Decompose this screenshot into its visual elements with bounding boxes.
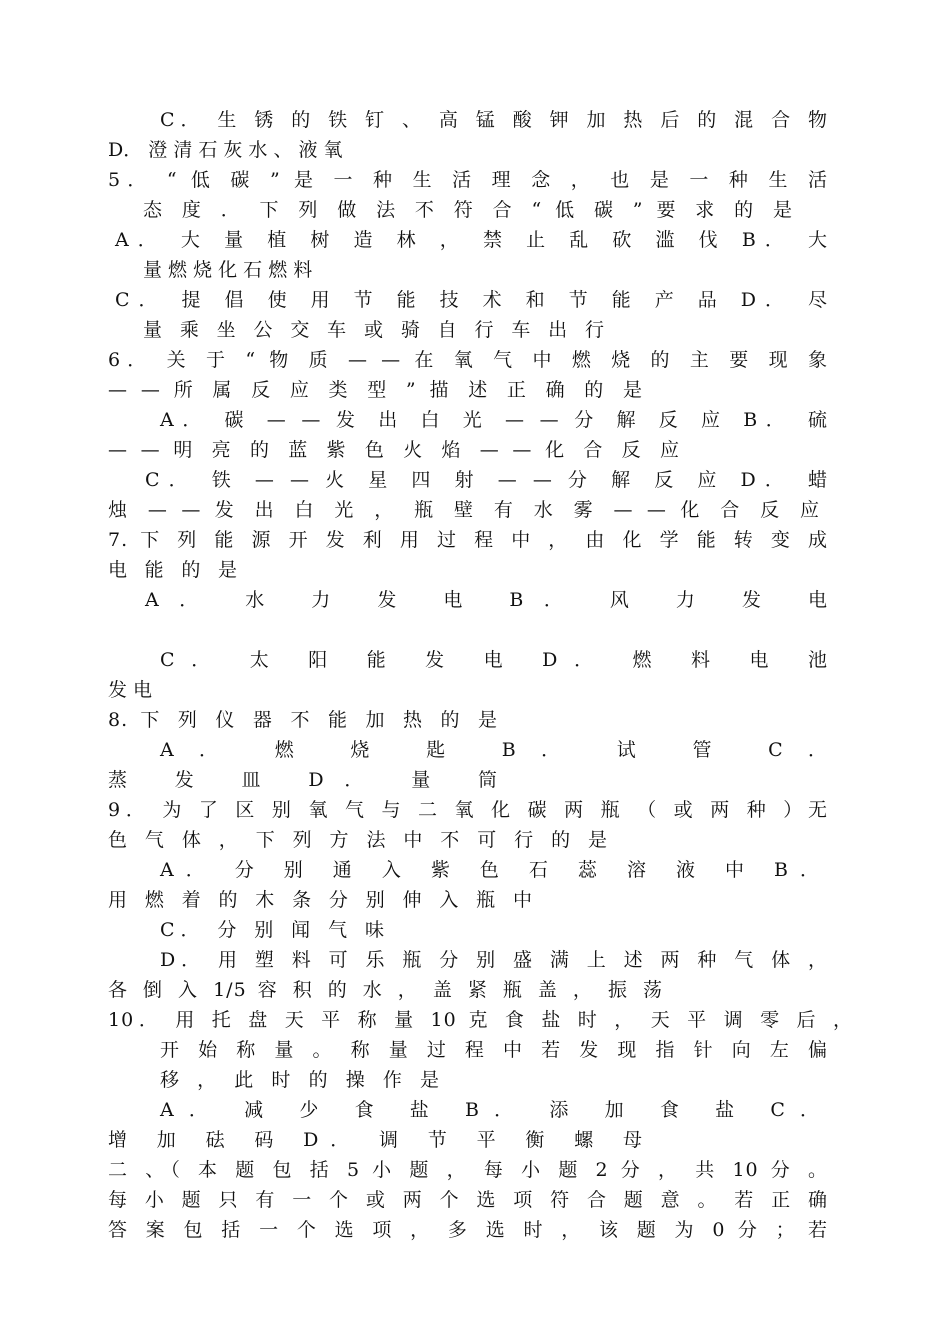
text-line: 开 始 称 量 。 称 量 过 程 中 若 发 现 指 针 向 左 偏 (160, 1039, 828, 1061)
text-line: A． 碳 — — 发 出 白 光 — — 分 解 反 应 B． 硫 (160, 409, 828, 431)
text-line: 9． 为 了 区 别 氧 气 与 二 氧 化 碳 两 瓶 （ 或 两 种 ）无 (108, 799, 828, 821)
text-line: A． 水 力 发 电 B． 风 力 发 电 (145, 589, 828, 611)
text-line: C． 铁 — — 火 星 四 射 — — 分 解 反 应 D． 蜡 (145, 469, 828, 491)
text-line: 电 能 的 是 (108, 559, 238, 581)
text-line: 5． “ 低 碳 ” 是 一 种 生 活 理 念 ， 也 是 一 种 生 活 (108, 169, 828, 191)
text-line: — — 所 属 反 应 类 型 ” 描 述 正 确 的 是 (108, 379, 643, 401)
text-line: 色 气 体 ， 下 列 方 法 中 不 可 行 的 是 (108, 829, 608, 851)
text-line: A． 分 别 通 入 紫 色 石 蕊 溶 液 中 B． (160, 859, 820, 881)
text-line: — — 明 亮 的 蓝 紫 色 火 焰 — — 化 合 反 应 (108, 439, 680, 461)
text-line: 6． 关 于 “ 物 质 — — 在 氧 气 中 燃 烧 的 主 要 现 象 (108, 349, 828, 371)
text-line: C． 太 阳 能 发 电 D． 燃 料 电 池 (160, 649, 828, 671)
text-line: C． 分 别 闻 气 味 (160, 919, 385, 941)
text-line: D． 澄 清 石 灰 水 、 液 氧 (108, 139, 343, 161)
text-line: A． 减 少 食 盐 B． 添 加 食 盐 C． (160, 1099, 820, 1121)
text-line: C． 提 倡 使 用 节 能 技 术 和 节 能 产 品 D． 尽 (115, 289, 828, 311)
text-line: 量 燃 烧 化 石 燃 料 (143, 259, 313, 281)
text-line: 二 、（ 本 题 包 括 5 小 题 ， 每 小 题 2 分 ， 共 10 分 。 (108, 1159, 828, 1181)
text-line: 蒸 发 皿 D． 量 筒 (108, 769, 498, 791)
text-line: 增 加 砝 码 D． 调 节 平 衡 螺 母 (108, 1129, 643, 1151)
text-line: D． 用 塑 料 可 乐 瓶 分 别 盛 满 上 述 两 种 气 体 ， (160, 949, 828, 971)
text-line: 8. 下 列 仪 器 不 能 加 热 的 是 (108, 709, 498, 731)
text-line: 发 电 (108, 679, 153, 701)
text-line: A． 大 量 植 树 造 林 ， 禁 止 乱 砍 滥 伐 B． 大 (115, 229, 828, 251)
text-line: 各 倒 入 1/5 容 积 的 水 ， 盖 紧 瓶 盖 ， 振 荡 (108, 979, 663, 1001)
text-line: 移 ， 此 时 的 操 作 是 (160, 1069, 440, 1091)
text-line: 态 度 ． 下 列 做 法 不 符 合 “ 低 碳 ” 要 求 的 是 (143, 199, 793, 221)
text-line: 7. 下 列 能 源 开 发 利 用 过 程 中 ， 由 化 学 能 转 变 成 (108, 529, 828, 551)
text-line: 烛 — — 发 出 白 光 ， 瓶 壁 有 水 雾 — — 化 合 反 应 (108, 499, 820, 521)
text-line: 答 案 包 括 一 个 选 项 ， 多 选 时 ， 该 题 为 0 分 ； 若 (108, 1219, 828, 1241)
text-line: C． 生 锈 的 铁 钉 、 高 锰 酸 钾 加 热 后 的 混 合 物 (160, 109, 828, 131)
text-line: 用 燃 着 的 木 条 分 别 伸 入 瓶 中 (108, 889, 533, 911)
text-line: 10． 用 托 盘 天 平 称 量 10 克 食 盐 时 ， 天 平 调 零 后 ， (108, 1009, 853, 1031)
text-line: A． 燃 烧 匙 B． 试 管 C． (160, 739, 828, 761)
text-line: 量 乘 坐 公 交 车 或 骑 自 行 车 出 行 (143, 319, 605, 341)
text-line: 每 小 题 只 有 一 个 或 两 个 选 项 符 合 题 意 。 若 正 确 (108, 1189, 828, 1211)
